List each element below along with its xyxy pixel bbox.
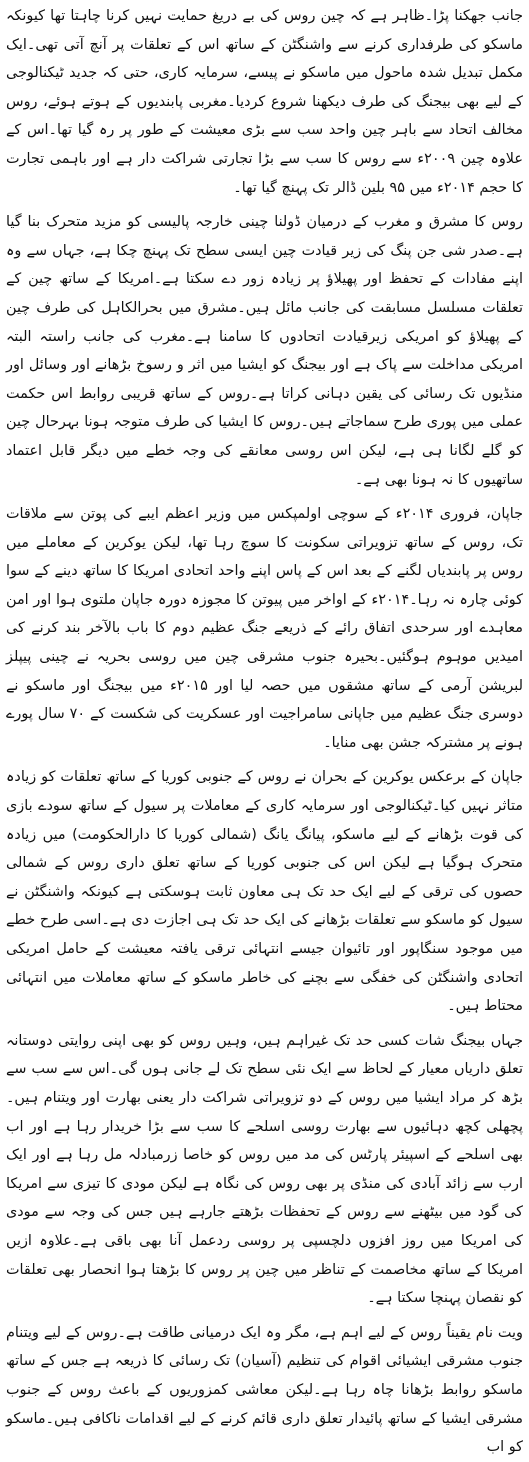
paragraph-3: جاپان، فروری ۲۰۱۴ء کے سوچی اولمپکس میں وزیر اعظم ایبے کی پوتن سے ملاقات تک، روس کے ساتھ تزویراتی سکونت کا سوچ رہا تھا، لیکن یوکرین کے معاملے میں روس پر پابندیاں لگنے کے بعد اس کے پاس اپنے واحد اتحادی امریکا کا ساتھ دینے کے سوا کوئی چارہ نہ رہا۔۲۰۱۴ء کے اواخر میں پیوتن کا مجوزہ دورہ جاپان ملتوی ہوا اور امن معاہدے اور سرحدی اتفاق رائے کے ذریعے جنگ عظیم دوم کا باب بالآخر بند کرنے کی امیدیں موہوم ہوگئیں۔بحیرہ جنوب مشرقی چین میں روسی بحریہ نے چینی پیپلز لبریشن آرمی کے ساتھ مشقوں میں حصہ لیا اور ۲۰۱۵ء میں بیجنگ اور ماسکو نے دوسری جنگ عظیم میں جاپانی سامراجیت اور عسکریت کی شکست کے ۷۰ سال پورے ہونے پر مشترکہ جشن بھی منایا۔ — [6, 506, 523, 751]
paragraph-6: ویت نام یقیناً روس کے لیے اہم ہے، مگر وہ ایک درمیانی طاقت ہے۔روس کے لیے ویتنام جنوب مشرقی ایشیائی اقوام کی تنظیم (آسیان) تک رسائی کا ذریعہ ہے جس کے ساتھ ماسکو روابط بڑھانا چاہ رہا ہے۔لیکن معاشی کمزوریوں کے باعث روس کے جنوب مشرقی ایشیا کے ساتھ پائیدار تعلق داری قائم کرنے کے لیے اقدامات ناکافی ہیں۔ماسکو کو اب — [6, 1324, 523, 1456]
paragraph-2: روس کا مشرق و مغرب کے درمیان ڈولنا چینی خارجہ پالیسی کو مزید متحرک بنا گیا ہے۔صدر شی جن پنگ کی زیر قیادت چین ایسی سطح تک پہنچ چکا ہے، جہاں سے وہ اپنے مفادات کے تحفظ اور پھیلاؤ پر زیادہ زور دے سکتا ہے۔امریکا کے ساتھ چین کے تعلقات مسلسل مسابقت کی جانب مائل ہیں۔مشرق میں بحرالکاہل کی طرف چین کے پھیلاؤ کو امریکی زیرقیادت اتحادوں کا سامنا ہے۔مغرب کی جانب راستہ البتہ امریکی مداخلت سے پاک ہے اور بیجنگ کو ایشیا میں اثر و رسوخ بڑھانے اور وسائل اور منڈیوں تک رسائی کی یقین دہانی کراتا ہے۔روس کے ساتھ قریبی روابط اس حکمت عملی میں پوری طرح سماجاتے ہیں۔روس کا ایشیا کی طرف متوجہ ہونا بہرحال چین کو گلے لگانا ہی ہے، لیکن اس روسی معانقے کی وجہ خطے میں دیگر قابل اعتماد ساتھیوں کا نہ ہونا بھی ہے۔ — [6, 214, 523, 488]
paragraph-4: جاپان کے برعکس یوکرین کے بحران نے روس کے جنوبی کوریا کے ساتھ تعلقات کو زیادہ متاثر نہیں کیا۔ٹیکنالوجی اور سرمایہ کاری کے معاملات پر سیول کے ساتھ سودے بازی کی قوت بڑھانے کے لیے ماسکو، پیانگ یانگ (شمالی کوریا کا دارالحکومت) میں زیادہ متحرک ہوگیا ہے لیکن اس کی جنوبی کوریا کے ساتھ تعلق داری روس کے شمالی حصوں کی ترقی کے لیے ایک حد تک ہی معاون ثابت ہوسکتی ہے کیونکہ واشنگٹن نے سیول کو ماسکو سے تعلقات بڑھانے کی ایک حد تک ہی اجازت دی ہے۔اسی طرح خطے میں موجود سنگاپور اور تائیوان جیسے انتہائی ترقی یافتہ معیشت کے حامل امریکی اتحادی واشنگٹن کی خفگی سے بچنے کی خاطر ماسکو کے ساتھ معاملات میں انتہائی محتاط ہیں۔ — [6, 769, 523, 1015]
article-body — [6, 2, 523, 1462]
paragraph-1: جانب جھکنا پڑا۔ظاہر ہے کہ چین روس کی بے دریغ حمایت نہیں کرنا چاہتا تھا کیونکہ ماسکو کی طرفداری کرنے سے واشنگٹن کے ساتھ اس کے تعلقات پر آنچ آتی تھی۔ایک مکمل تبدیل شدہ ماحول میں ماسکو نے پیسے، سرمایہ کاری، حتی کہ جدید ٹیکنالوجی کے لیے بھی بیجنگ کی طرف دیکھنا شروع کردیا۔مغربی پابندیوں کے ہوتے ہوئے، روس مخالف اتحاد سے باہر چین واحد سب سے بڑی معیشت کے طور پر رہ گیا تھا۔اس کے علاوہ چین ۲۰۰۹ء سے روس کا سب سے بڑا تجارتی شراکت دار ہے اور باہمی تجارت کا حجم ۲۰۱۴ء میں ۹۵ بلین ڈالر تک پہنچ گیا تھا۔ — [6, 8, 523, 196]
paragraph-5: جہاں بیجنگ شات کسی حد تک غیراہم ہیں، وہیں روس کو بھی اپنی روایتی دوستانہ تعلق داریاں معیار کے لحاظ سے ایک نئی سطح تک لے جانی ہوں گی۔اس سے سب سے بڑھ کر مراد ایشیا میں روس کے دو تزویراتی شراکت دار یعنی بھارت اور ویتنام ہیں۔پچھلی کچھ دہائیوں سے بھارت روسی اسلحے کا سب سے بڑا خریدار رہا ہے اور اب بھی اسلحے کے اسپیئر پارٹس کی مد میں روس کو خاصا زرمبادلہ مل رہا ہے اور ایک ارب سے زائد آبادی کی منڈی پر بھی روس کی نگاہ ہے لیکن مودی کا تیزی سے امریکا کی گود میں بیٹھنے سے روس کے تحفظات بڑھتے جارہے ہیں جس کی وجہ سے مودی کی امریکا میں روز افزوں دلچسپی پر روسی ردعمل آنا بھی باقی ہے۔علاوہ ازیں امریکا کے ساتھ مخاصمت کے تناظر میں چین پر روس کا بڑھتا ہوا انحصار بھی تعلقات کو نقصان پہنچا سکتا ہے۔ — [6, 1032, 523, 1307]
